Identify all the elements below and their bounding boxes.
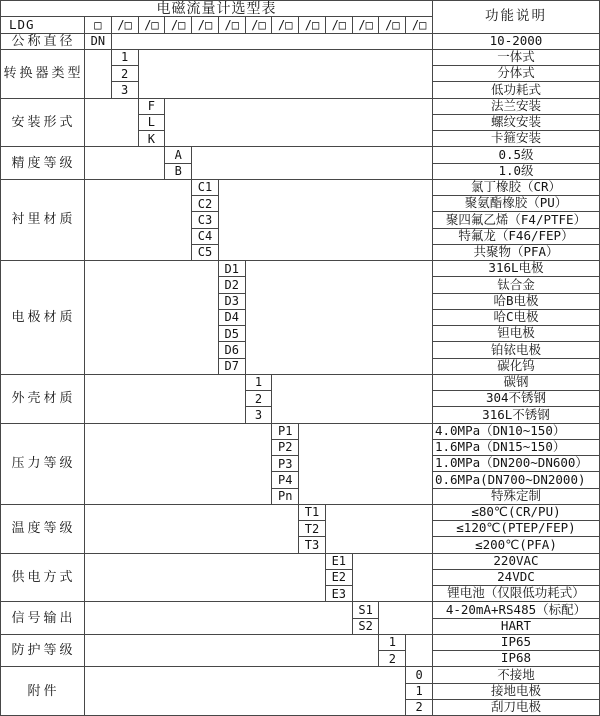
filler-cell [85, 602, 352, 634]
description-cell: 哈C电极 [433, 310, 599, 325]
code-cell: 1 [246, 375, 272, 390]
code-cell: E3 [326, 586, 352, 601]
category-label: 转换器类型 [1, 50, 84, 98]
function-description-header: 功能说明 [433, 1, 599, 33]
code-cell: D7 [219, 359, 245, 374]
code-cell: D3 [219, 294, 245, 309]
category-label: 安装形式 [1, 99, 84, 147]
code-cell: 1 [406, 684, 432, 699]
description-cell: ≤120℃(PTEP/FEP) [433, 521, 599, 536]
model-code-box: /□ [165, 17, 191, 32]
description-cell: 共聚物（PFA） [433, 245, 599, 260]
table-title: 电磁流量计选型表 [1, 1, 432, 16]
filler-cell [406, 635, 432, 667]
code-cell: 0 [406, 667, 432, 682]
description-cell: IP68 [433, 651, 599, 666]
description-cell: ≤80℃(CR/PU) [433, 505, 599, 520]
description-cell: 一体式 [433, 50, 599, 65]
code-cell: P1 [272, 424, 298, 439]
filler-cell [379, 602, 432, 634]
description-cell: 24VDC [433, 570, 599, 585]
description-cell: IP65 [433, 635, 599, 650]
code-cell: P2 [272, 440, 298, 455]
filler-cell [165, 99, 432, 147]
filler-cell [246, 261, 432, 374]
code-cell: C4 [192, 229, 218, 244]
filler-cell [272, 375, 432, 423]
filler-cell [219, 180, 432, 260]
description-cell: 碳钢 [433, 375, 599, 390]
filler-cell [112, 34, 432, 49]
description-cell: 碳化钨 [433, 359, 599, 374]
model-code-box: /□ [326, 17, 352, 32]
category-label: 压力等级 [1, 424, 84, 504]
description-cell: 钽电极 [433, 326, 599, 341]
filler-cell [139, 50, 432, 98]
code-cell: 2 [112, 66, 138, 81]
category-label: 外壳材质 [1, 375, 84, 423]
description-cell: 220VAC [433, 554, 599, 569]
code-cell: E1 [326, 554, 352, 569]
description-cell: 特殊定制 [433, 489, 599, 504]
category-label: 电极材质 [1, 261, 84, 374]
category-label: 附件 [1, 667, 84, 715]
category-label: 衬里材质 [1, 180, 84, 260]
code-cell: L [139, 115, 165, 130]
code-cell: D1 [219, 261, 245, 276]
code-cell: D2 [219, 277, 245, 292]
category-label: 防护等级 [1, 635, 84, 667]
code-cell: 3 [246, 407, 272, 422]
filler-cell [85, 375, 245, 423]
filler-cell [85, 505, 298, 553]
filler-cell [326, 505, 432, 553]
description-cell: 氯丁橡胶（CR） [433, 180, 599, 195]
filler-cell [85, 147, 164, 179]
code-cell: DN [85, 34, 111, 49]
code-cell: 1 [112, 50, 138, 65]
model-code-box: /□ [272, 17, 298, 32]
description-cell: 316L电极 [433, 261, 599, 276]
code-cell: P3 [272, 456, 298, 471]
description-cell: 1.0MPa（DN200~DN600） [433, 456, 599, 471]
code-cell: P4 [272, 472, 298, 487]
code-cell: D4 [219, 310, 245, 325]
filler-cell [85, 180, 191, 260]
filler-cell [85, 261, 218, 374]
model-code-box: /□ [353, 17, 379, 32]
description-cell: ≤200℃(PFA) [433, 537, 599, 552]
category-label: 信号输出 [1, 602, 84, 634]
description-cell: 不接地 [433, 667, 599, 682]
description-cell: 法兰安装 [433, 99, 599, 114]
code-cell: Pn [272, 489, 298, 504]
description-cell: 刮刀电极 [433, 700, 599, 715]
code-cell: D6 [219, 342, 245, 357]
filler-cell [192, 147, 432, 179]
filler-cell [85, 554, 325, 602]
code-cell: S1 [353, 602, 379, 617]
code-cell: T1 [299, 505, 325, 520]
model-code-box: /□ [379, 17, 405, 32]
description-cell: 钛合金 [433, 277, 599, 292]
description-cell: 304不锈钢 [433, 391, 599, 406]
description-cell: 特氟龙（F46/FEP） [433, 229, 599, 244]
model-code-box: □ [85, 17, 111, 32]
model-code-box: /□ [246, 17, 272, 32]
description-cell: 4-20mA+RS485（标配） [433, 602, 599, 617]
description-cell: 4.0MPa（DN10~150） [433, 424, 599, 439]
code-cell: T3 [299, 537, 325, 552]
description-cell: 316L不锈钢 [433, 407, 599, 422]
model-code-box: /□ [139, 17, 165, 32]
code-cell: 2 [406, 700, 432, 715]
description-cell: 0.6MPa(DN700~DN2000) [433, 472, 599, 487]
code-cell: F [139, 99, 165, 114]
code-cell: C2 [192, 196, 218, 211]
code-cell: C5 [192, 245, 218, 260]
description-cell: 接地电极 [433, 684, 599, 699]
category-label: 精度等级 [1, 147, 84, 179]
code-cell: 1 [379, 635, 405, 650]
description-cell: 1.0级 [433, 164, 599, 179]
category-label: 公称直径 [1, 34, 84, 49]
code-cell: A [165, 147, 191, 162]
code-cell: S2 [353, 619, 379, 634]
description-cell: 1.6MPa（DN15~150） [433, 440, 599, 455]
code-cell: C1 [192, 180, 218, 195]
category-label: 供电方式 [1, 554, 84, 602]
code-cell: T2 [299, 521, 325, 536]
description-cell: 0.5级 [433, 147, 599, 162]
description-cell: 螺纹安装 [433, 115, 599, 130]
description-cell: 10-2000 [433, 34, 599, 49]
code-cell: 2 [379, 651, 405, 666]
description-cell: 铂铱电极 [433, 342, 599, 357]
code-cell: D5 [219, 326, 245, 341]
filler-cell [299, 424, 432, 504]
model-code-box: /□ [406, 17, 432, 32]
code-cell: C3 [192, 212, 218, 227]
filler-cell [85, 635, 378, 667]
model-code-box: /□ [112, 17, 138, 32]
model-code-box: /□ [219, 17, 245, 32]
code-cell: B [165, 164, 191, 179]
description-cell: 低功耗式 [433, 82, 599, 97]
description-cell: 聚四氟乙烯（F4/PTFE） [433, 212, 599, 227]
code-cell: E2 [326, 570, 352, 585]
description-cell: 聚氨酯橡胶（PU） [433, 196, 599, 211]
model-code-box: /□ [299, 17, 325, 32]
model-series-label: LDG [1, 17, 84, 32]
model-code-box: /□ [192, 17, 218, 32]
description-cell: 卡箍安装 [433, 131, 599, 146]
code-cell: 2 [246, 391, 272, 406]
filler-cell [353, 554, 432, 602]
category-label: 温度等级 [1, 505, 84, 553]
filler-cell [85, 99, 138, 147]
filler-cell [85, 50, 111, 98]
description-cell: HART [433, 619, 599, 634]
description-cell: 哈B电极 [433, 294, 599, 309]
filler-cell [85, 424, 271, 504]
filler-cell [85, 667, 405, 715]
description-cell: 锂电池（仅限低功耗式） [433, 586, 599, 601]
description-cell: 分体式 [433, 66, 599, 81]
code-cell: 3 [112, 82, 138, 97]
code-cell: K [139, 131, 165, 146]
